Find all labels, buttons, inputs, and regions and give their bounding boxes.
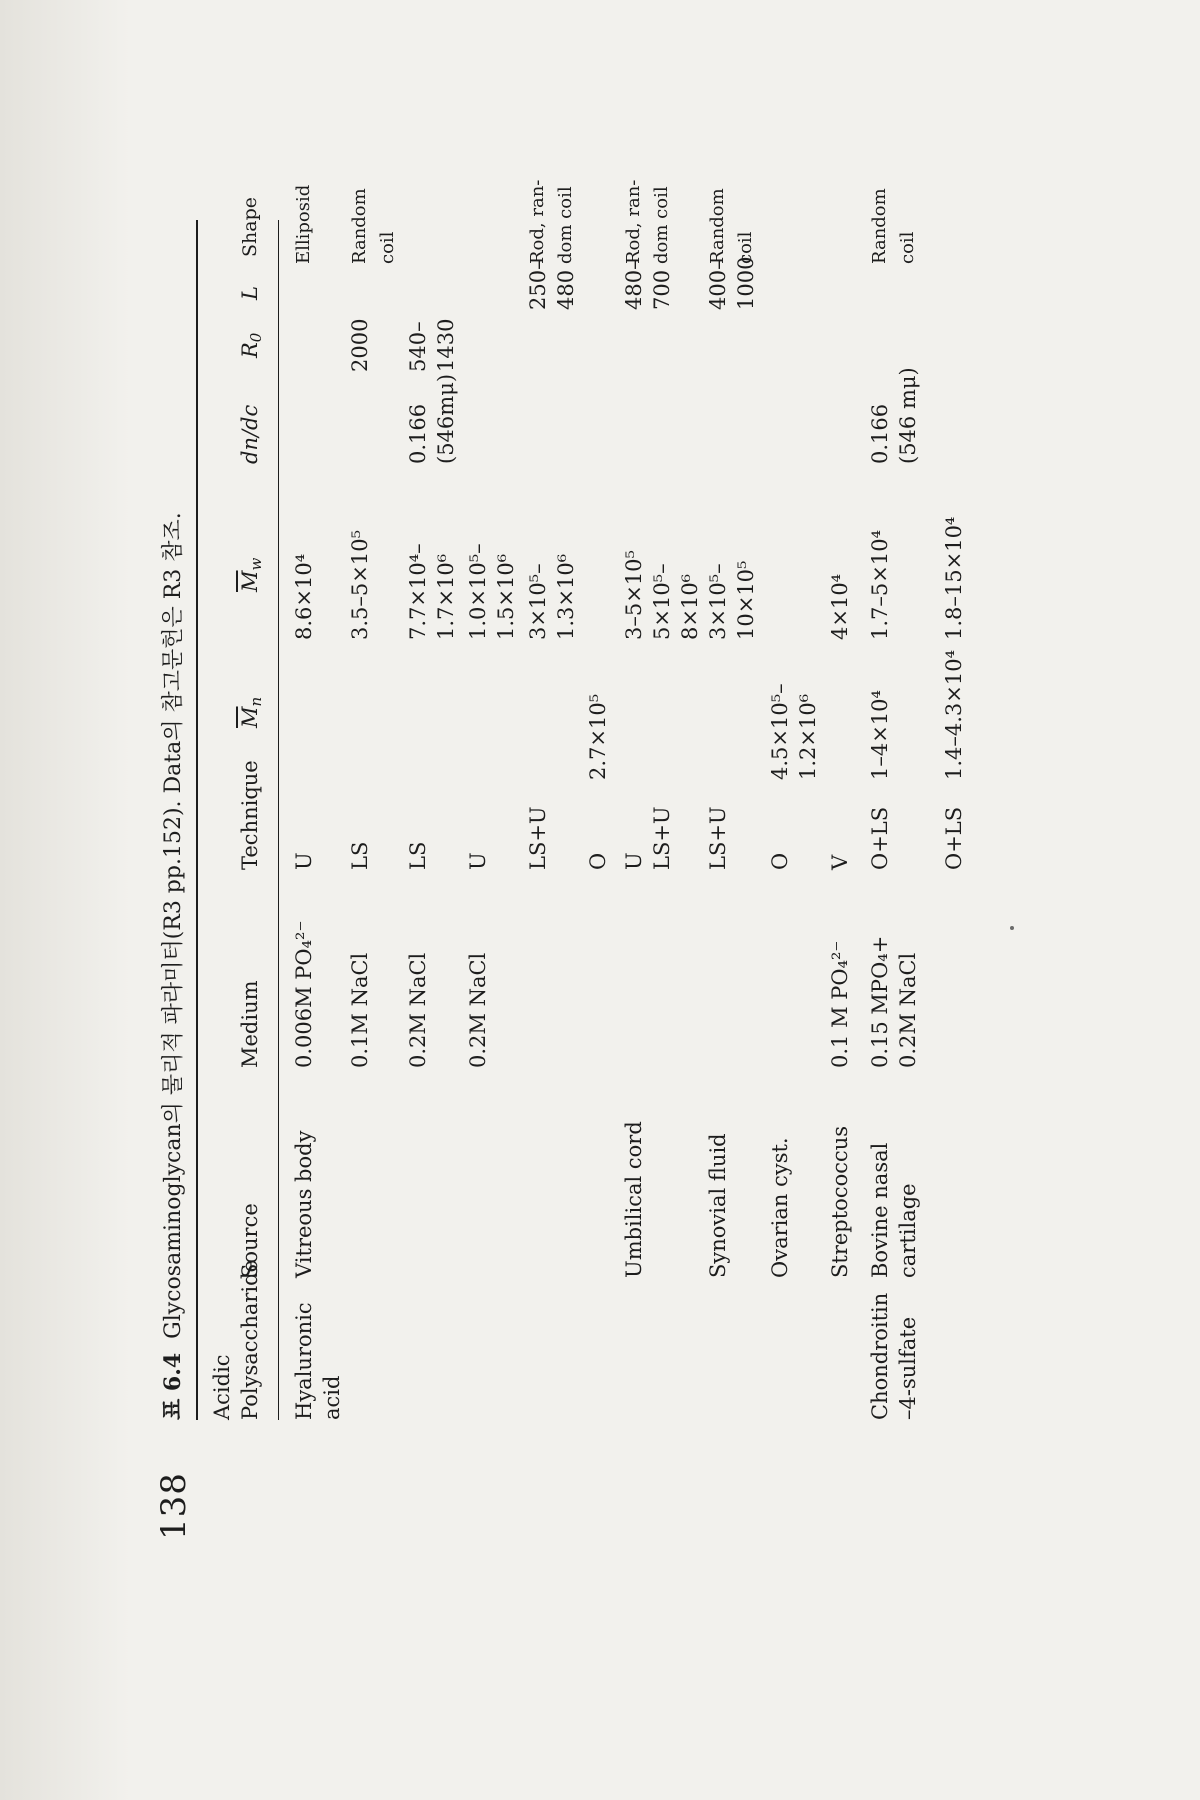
cell-mn	[940, 650, 968, 780]
cell-line: 1.7×10⁶	[434, 553, 458, 640]
cell-dndc	[404, 374, 460, 464]
cell-source	[620, 1121, 648, 1278]
cell-line: LS	[348, 841, 372, 870]
cell-shape	[704, 188, 760, 264]
cell-line: 8×10⁶	[678, 573, 702, 640]
cell-line: 400–	[706, 259, 730, 310]
cell-shape	[346, 188, 402, 264]
cell-mw	[290, 554, 318, 640]
cell-r0	[404, 319, 460, 372]
table-caption-text: Glycosaminoglycan의 물리적 파라미터(R3 pp.152). Data의 참고문헌은 R3 참조.	[161, 512, 186, 1339]
cell-line: LS+U	[650, 806, 674, 870]
cell-polysaccharide	[290, 1302, 346, 1420]
cell-line: LS	[406, 841, 430, 870]
cell-line: coil	[735, 231, 756, 264]
page-number: 138	[154, 1472, 194, 1540]
cell-line: 1.8–15×10⁴	[942, 516, 966, 640]
cell-line: Rod, ran-	[623, 179, 644, 264]
header-dndc: dn/dc	[238, 404, 262, 464]
cell-line: 8.6×10⁴	[292, 553, 316, 640]
cell-shape	[866, 188, 922, 264]
cell-line: Umbilical cord	[622, 1121, 646, 1278]
cell-line: 1.0×10⁵–	[466, 543, 490, 640]
cell-source	[704, 1133, 732, 1278]
cell-line: 0.166	[868, 403, 892, 464]
cell-line: 3–5×10⁵	[622, 550, 646, 640]
header-mn-subscript: n	[247, 696, 265, 707]
cell-mw	[464, 543, 520, 640]
header-mn	[236, 697, 270, 728]
cell-medium	[464, 953, 492, 1068]
cell-line: –4-sulfate	[896, 1316, 920, 1420]
cell-line: 700	[650, 269, 674, 310]
cell-line: Random	[869, 188, 890, 264]
header-r0-symbol: R	[238, 342, 262, 358]
cell-line: 1.2×10⁶	[796, 693, 820, 780]
cell-line: 0.15 MPO₄+	[868, 935, 892, 1068]
cell-line: O+LS	[868, 806, 892, 870]
cell-line: 3.5–5×10⁵	[348, 530, 372, 640]
cell-l	[704, 257, 760, 310]
cell-source	[866, 1143, 922, 1278]
cell-mw	[620, 550, 704, 640]
cell-line: Bovine nasal	[868, 1142, 892, 1278]
cell-line: 480–	[622, 259, 646, 310]
cell-line: (546mμ)	[434, 373, 458, 464]
cell-dndc	[866, 367, 922, 464]
cell-source	[826, 1126, 854, 1278]
cell-line: U	[292, 852, 316, 870]
header-shape: Shape	[239, 197, 261, 257]
cell-r0	[346, 319, 374, 372]
header-mw-subscript: w	[247, 557, 265, 571]
cell-technique	[584, 853, 612, 870]
cell-line: Streptococcus	[828, 1125, 852, 1278]
cell-line: 1.3×10⁶	[554, 553, 578, 640]
cell-line: 1.4–4.3×10⁴	[942, 649, 966, 780]
cell-line: 0.1 M PO₄²⁻	[828, 940, 852, 1068]
cell-line: 0.2M NaCl	[896, 952, 920, 1068]
cell-polysaccharide	[866, 1293, 922, 1420]
header-r0	[236, 333, 270, 358]
cell-line: Vitreous body	[292, 1130, 316, 1278]
cell-line: 2000	[348, 318, 372, 372]
cell-medium	[404, 953, 432, 1068]
cell-line: Hyaluronic	[292, 1302, 316, 1420]
header-technique: Technique	[238, 760, 262, 870]
cell-line: Synovial fluid	[706, 1133, 730, 1278]
cell-line: 250–	[526, 259, 550, 310]
cell-shape	[290, 185, 318, 264]
cell-line: 3×10⁵–	[706, 563, 730, 640]
cell-line: dom coil	[651, 186, 672, 264]
header-mn-symbol: $\overline{M}$	[238, 706, 262, 728]
header-polysaccharide	[208, 1260, 264, 1420]
header-mw-symbol: $\overline{M}$	[238, 570, 262, 592]
cell-medium	[826, 940, 854, 1068]
cell-technique	[826, 855, 854, 870]
cell-source	[290, 1131, 318, 1278]
cell-line: 2.7×10⁵	[586, 693, 610, 780]
cell-line: Random	[707, 188, 728, 264]
cell-line: 1.7–5×10⁴	[868, 530, 892, 640]
cell-mn	[866, 690, 894, 780]
cell-line: Elliposid	[293, 184, 314, 264]
cell-mw	[940, 517, 968, 640]
cell-mw	[826, 574, 854, 640]
cell-line: LS+U	[526, 806, 550, 870]
cell-source	[766, 1137, 794, 1278]
cell-mw	[524, 554, 580, 640]
cell-mw	[704, 561, 760, 640]
cell-technique	[940, 807, 968, 870]
cell-shape	[524, 180, 580, 264]
cell-line: 0.2M NaCl	[406, 952, 430, 1068]
cell-line: 1000	[734, 256, 758, 310]
cell-mn	[766, 683, 822, 780]
cell-technique	[620, 806, 676, 870]
cell-technique	[524, 806, 552, 870]
cell-line: O+LS	[942, 806, 966, 870]
cell-line: 540–	[406, 321, 430, 372]
cell-medium	[290, 920, 318, 1068]
cell-line: 0.166	[406, 403, 430, 464]
cell-line: (546 mμ)	[896, 367, 920, 464]
cell-mw	[404, 543, 460, 640]
cell-line: coil	[897, 231, 918, 264]
scan-speck	[1010, 926, 1014, 930]
table-header-rule	[278, 220, 279, 1420]
cell-line: 0.2M NaCl	[466, 952, 490, 1068]
cell-mn	[584, 694, 612, 780]
header-l: L	[238, 286, 262, 300]
cell-medium	[346, 953, 374, 1068]
cell-line: Chondroitin	[868, 1292, 892, 1420]
cell-mw	[346, 530, 374, 640]
cell-line: 480	[554, 269, 578, 310]
cell-technique	[704, 806, 732, 870]
table-top-rule	[196, 220, 198, 1420]
cell-line: coil	[377, 231, 398, 264]
cell-line: Rod, ran-	[527, 179, 548, 264]
cell-line: 1–4×10⁴	[868, 690, 892, 780]
rotated-page	[150, 179, 1030, 1540]
cell-line: cartilage	[896, 1183, 920, 1278]
header-polysaccharide-line2: Polysaccharide	[238, 1260, 262, 1420]
cell-line: O	[586, 852, 610, 870]
cell-line: Ovarian cyst.	[768, 1137, 792, 1278]
cell-line: 4.5×10⁵–	[768, 683, 792, 780]
cell-line: Random	[349, 188, 370, 264]
header-mw	[236, 558, 270, 592]
cell-shape	[620, 180, 676, 264]
cell-medium	[866, 936, 922, 1068]
table-label: 표 6.4	[160, 1352, 186, 1420]
cell-technique	[464, 852, 492, 870]
scan-edge-shadow	[0, 0, 130, 1800]
cell-line: acid	[320, 1375, 344, 1420]
cell-technique	[766, 853, 794, 870]
cell-l	[620, 259, 676, 310]
cell-line: 5×10⁵–	[650, 563, 674, 640]
cell-line: U	[466, 852, 490, 870]
cell-technique	[290, 852, 318, 870]
header-medium: Medium	[238, 980, 262, 1068]
cell-technique	[404, 842, 432, 870]
cell-line: dom coil	[555, 186, 576, 264]
cell-technique	[866, 807, 894, 870]
cell-line: 1430	[434, 318, 458, 372]
cell-technique	[346, 842, 374, 870]
cell-line: O	[768, 852, 792, 870]
cell-line: 0.006M PO₄²⁻	[292, 920, 316, 1068]
cell-line: 3×10⁵–	[526, 563, 550, 640]
cell-line: 1.5×10⁶	[494, 553, 518, 640]
table-caption	[156, 512, 187, 1420]
cell-line: LS+U	[706, 806, 730, 870]
cell-line: V	[828, 854, 852, 870]
cell-line: 7.7×10⁴–	[406, 543, 430, 640]
cell-line: 4×10⁴	[828, 573, 852, 640]
cell-l	[524, 259, 580, 310]
header-polysaccharide-line1: Acidic	[210, 1354, 234, 1420]
cell-line: U	[622, 852, 646, 870]
cell-line: 10×10⁵	[734, 560, 758, 640]
header-r0-subscript: 0	[247, 332, 265, 343]
cell-mw	[866, 530, 894, 640]
header-source: Source	[238, 1203, 262, 1278]
cell-line: 0.1M NaCl	[348, 952, 372, 1068]
